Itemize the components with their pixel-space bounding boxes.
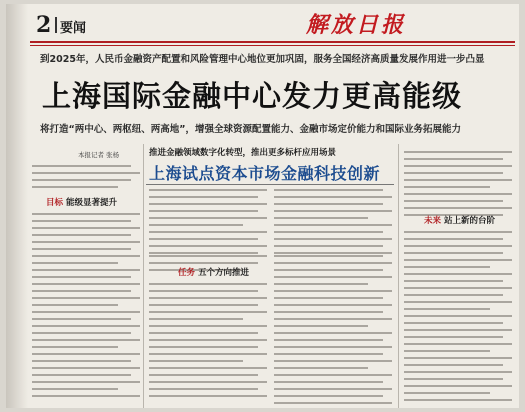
column-rule-right — [398, 144, 399, 408]
subhead-future-text: 站上新的台阶 — [444, 216, 496, 226]
secondary-headline: 上海试点资本市场金融科技创新 — [149, 164, 381, 183]
subhead-goal-tag: 目标 — [46, 198, 64, 208]
main-deck: 将打造“两中心、两枢纽、两高地”，增强全球资源配置能力、金融市场定价能力和国际业务拓展能力 — [40, 124, 461, 135]
subhead-task-tag: 任务 — [178, 268, 196, 278]
secondary-kicker: 推进金融领域数字化转型，推出更多标杆应用场景 — [149, 148, 337, 158]
body-column-4b — [404, 226, 512, 401]
paper-logo: 解放日报 — [306, 12, 407, 38]
body-column-2c — [149, 278, 267, 397]
page-number: 2 — [36, 12, 52, 38]
body-column-3 — [274, 184, 392, 254]
body-column-1 — [32, 160, 140, 188]
section-divider — [55, 17, 57, 33]
masthead — [6, 4, 519, 40]
subhead-task-text: 五个方向推进 — [198, 268, 250, 278]
subhead-future-tag: 未来 — [424, 216, 442, 226]
newspaper-page — [6, 4, 519, 408]
body-column-1b — [32, 208, 140, 397]
main-headline: 上海国际金融中心发力更高能级 — [42, 79, 463, 113]
main-byline: 本报记者 张杨 — [78, 151, 120, 159]
subhead-goal-text: 能级显著提升 — [66, 198, 118, 208]
main-kicker: 到2025年，人民币金融资产配置和风险管理中心地位更加巩固，服务全国经济高质量发展作用进一步凸显 — [40, 54, 485, 65]
subhead-task — [178, 266, 249, 278]
masthead-rule-thin — [30, 45, 515, 46]
subhead-future — [424, 214, 495, 226]
subhead-goal — [46, 196, 117, 208]
masthead-rule — [30, 41, 515, 43]
body-column-4 — [404, 146, 512, 216]
body-column-3b — [274, 250, 392, 404]
section-name: 要闻 — [60, 21, 87, 36]
column-rule — [143, 144, 144, 408]
body-column-2 — [149, 184, 267, 254]
page-fold-shadow — [6, 4, 28, 408]
